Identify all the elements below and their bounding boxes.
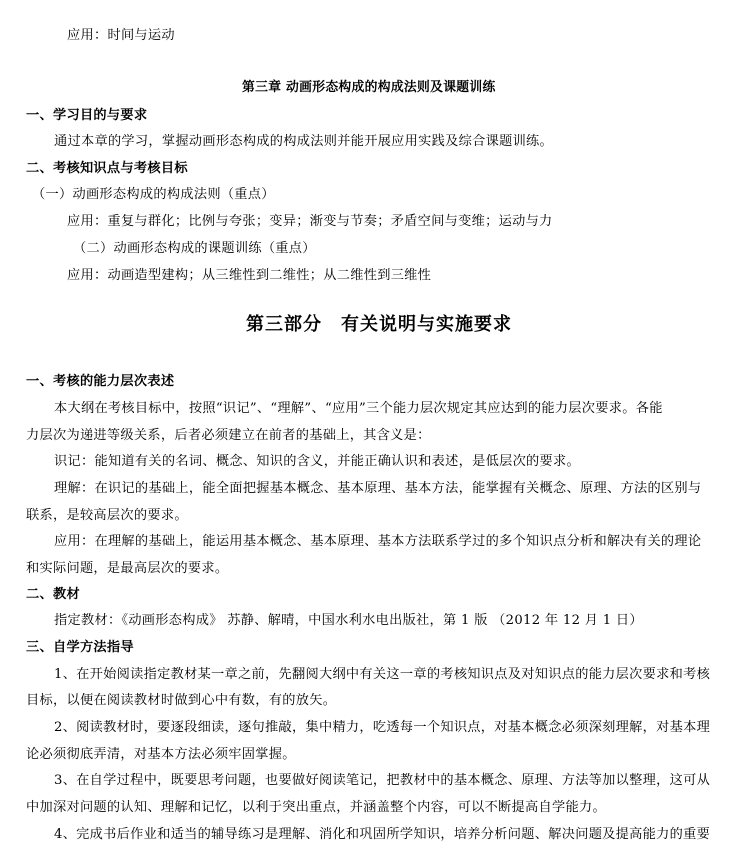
paragraph-line: 4、完成书后作业和适当的辅导练习是理解、消化和巩固所学知识，培养分析问题、解决问题及提高能力的重要 <box>54 827 711 842</box>
paragraph-line: 理解：在识记的基础上，能全面把握基本概念、基本原理、基本方法，能掌握有关概念、原理、方法的区别与 <box>54 481 702 496</box>
paragraph-line: 联系，是较高层次的要求。 <box>26 508 188 523</box>
subsection-heading: （二）动画形态构成的课题训练（重点） <box>73 241 316 256</box>
application-line: 应用：动画造型建构；从三维性到二维性；从二维性到三维性 <box>67 268 432 283</box>
paragraph-line: 和实际问题，是最高层次的要求。 <box>26 561 229 576</box>
application-line: 应用：时间与运动 <box>67 28 175 43</box>
section-heading: 二、考核知识点与考核目标 <box>26 161 188 176</box>
paragraph-line: 力层次为递进等级关系，后者必须建立在前者的基础上，其含义是： <box>26 428 431 443</box>
part-title: 第三部分 有关说明与实施要求 <box>246 314 512 335</box>
paragraph-line: 1、在开始阅读指定教材某一章之前，先翻阅大纲中有关这一章的考核知识点及对知识点的能力层次要求和考核 <box>54 667 711 682</box>
paragraph-line: 识记：能知道有关的名词、概念、知识的含义，并能正确认识和表述，是低层次的要求。 <box>54 454 581 469</box>
section-heading: 一、学习目的与要求 <box>26 108 148 123</box>
section-heading: 一、考核的能力层次表述 <box>26 374 175 389</box>
textbook-line: 指定教材：《动画形态构成》 苏静、解晴，中国水利水电出版社，第 1 版 （2012 年 12 月 1 日） <box>54 613 643 628</box>
application-line: 应用：重复与群化；比例与夸张；变异；渐变与节奏；矛盾空间与变维；运动与力 <box>67 214 553 229</box>
paragraph-line: 应用：在理解的基础上，能运用基本概念、基本原理、基本方法联系学过的多个知识点分析和解决有关的理论 <box>54 534 702 549</box>
chapter-title: 第三章 动画形态构成的构成法则及课题训练 <box>242 80 496 95</box>
paragraph-line: 3、在自学过程中，既要思考问题，也要做好阅读笔记，把教材中的基本概念、原理、方法等加以整理，这可从 <box>54 773 711 788</box>
paragraph-line: 目标，以便在阅读教材时做到心中有数，有的放矢。 <box>26 693 337 708</box>
paragraph-line: 2、阅读教材时，要逐段细读，逐句推敲，集中精力，吃透每一个知识点，对基本概念必须深刻理解，对基本理 <box>54 720 711 735</box>
section-heading: 二、教材 <box>26 587 80 602</box>
section-heading: 三、自学方法指导 <box>26 640 134 655</box>
paragraph: 通过本章的学习，掌握动画形态构成的构成法则并能开展应用实践及综合课题训练。 <box>54 134 554 149</box>
subsection-heading: （一）动画形态构成的构成法则（重点） <box>32 187 275 202</box>
paragraph-line: 论必须彻底弄清，对基本方法必须牢固掌握。 <box>26 747 296 762</box>
paragraph-line: 本大纲在考核目标中，按照“识记”、“理解”、“应用”三个能力层次规定其应达到的能力层次要求。各能 <box>54 401 663 416</box>
paragraph-line: 中加深对问题的认知、理解和记忆，以利于突出重点，并涵盖整个内容，可以不断提高自学能力。 <box>26 800 606 815</box>
